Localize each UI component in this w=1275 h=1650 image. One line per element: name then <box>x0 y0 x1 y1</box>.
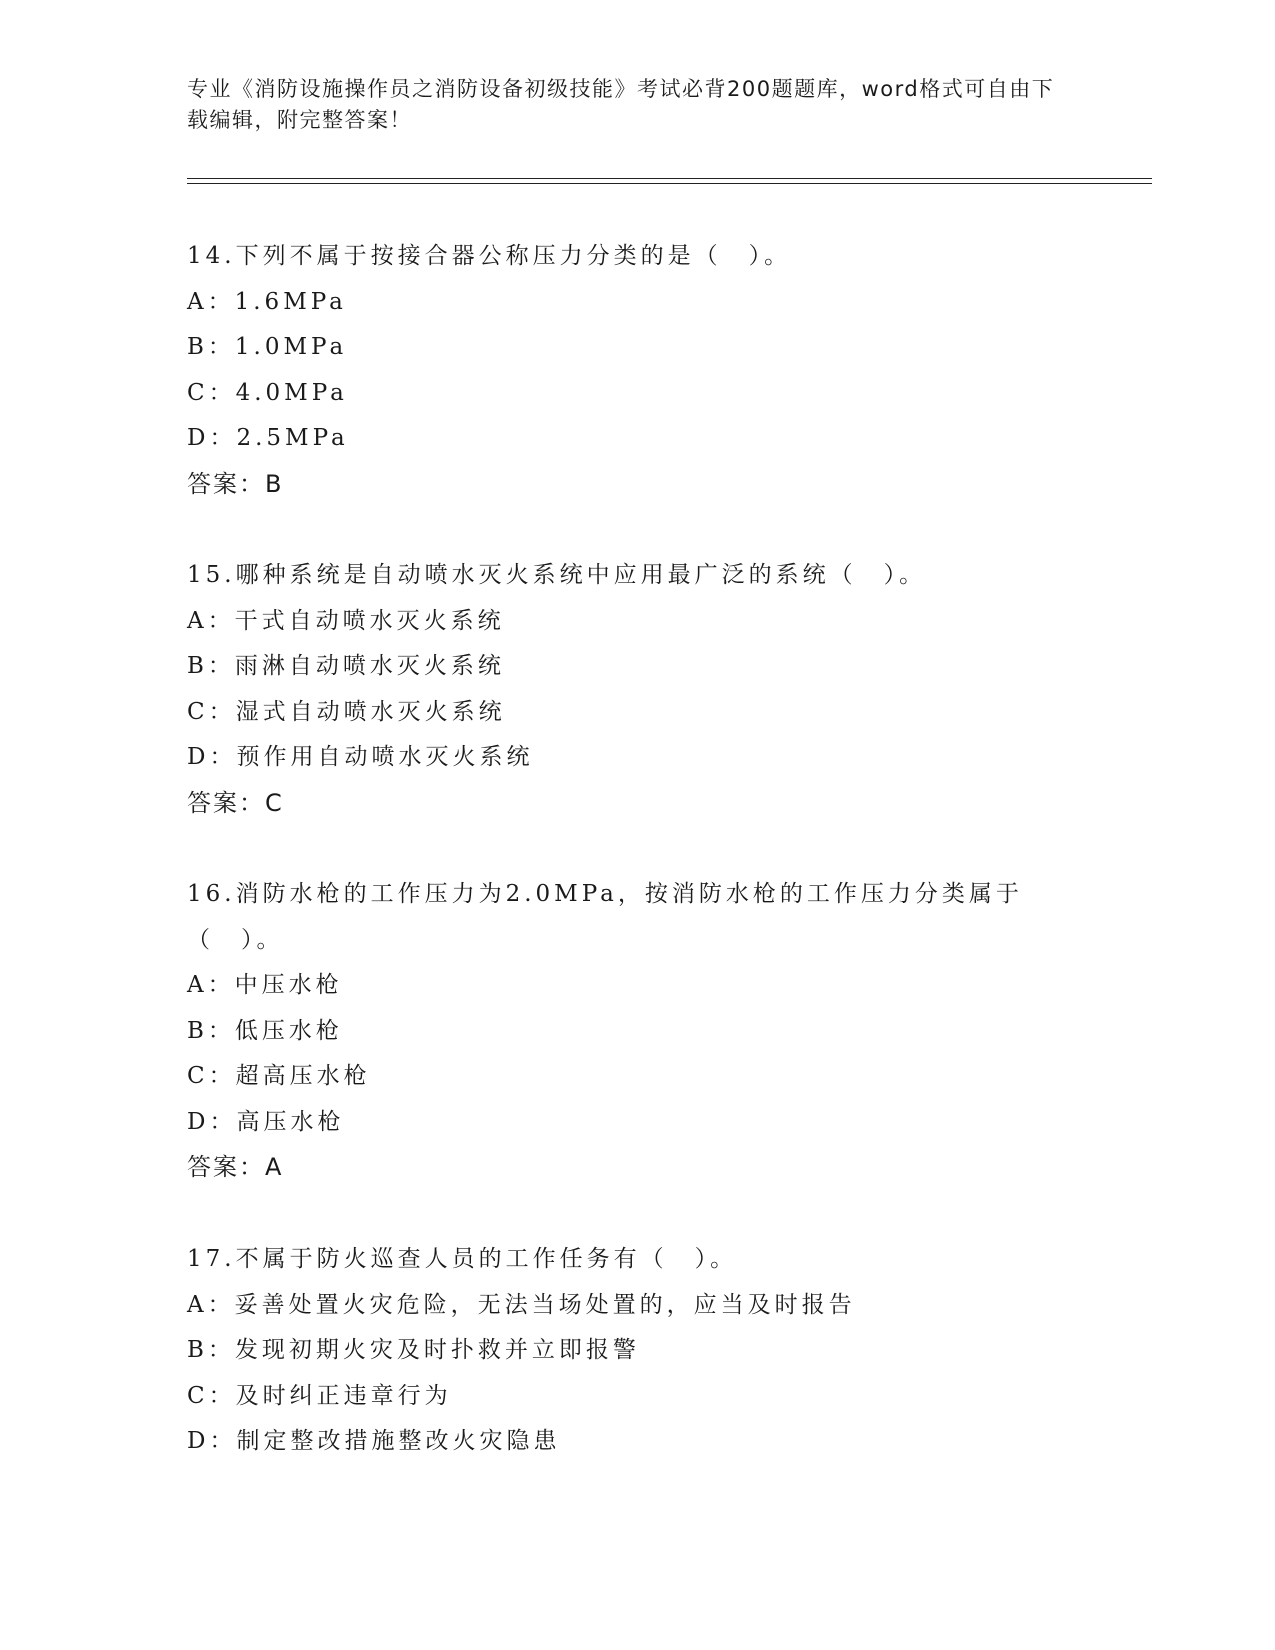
question-stem: 17.不属于防火巡查人员的工作任务有（ ）。 <box>187 1246 738 1272</box>
option-a: A：中压水枪 <box>187 972 343 998</box>
option-a: A：妥善处置火灾危险，无法当场处置的，应当及时报告 <box>187 1291 856 1318</box>
option-c: C：超高压水枪 <box>187 1063 371 1089</box>
question-stem: 16.消防水枪的工作压力为2.0MPa，按消防水枪的工作压力分类属于（ ）。 <box>187 881 1023 953</box>
option-b: B：发现初期火灾及时扑救并立即报警 <box>187 1337 640 1363</box>
answer-line: 答案：A <box>187 1153 284 1181</box>
option-b: B：雨淋自动喷水灭火系统 <box>187 653 505 679</box>
question-16 <box>187 872 1087 1190</box>
option-d: D：制定整改措施整改火灾隐患 <box>187 1428 561 1454</box>
option-c: C：湿式自动喷水灭火系统 <box>187 698 506 725</box>
question-17 <box>187 1237 1087 1465</box>
option-a: A：1.6MPa <box>187 288 347 315</box>
question-stem: 15.哪种系统是自动喷水灭火系统中应用最广泛的系统（ ）。 <box>187 562 927 588</box>
question-14 <box>187 234 1087 507</box>
header-divider-top <box>187 178 1152 179</box>
option-c: C：4.0MPa <box>187 379 348 406</box>
header-divider-bottom <box>187 183 1152 184</box>
option-b: B：低压水枪 <box>187 1017 343 1044</box>
question-15 <box>187 553 1087 826</box>
option-c: C：及时纠正违章行为 <box>187 1382 452 1409</box>
option-d: D：高压水枪 <box>187 1108 345 1135</box>
option-d: D：预作用自动喷水灭火系统 <box>187 744 534 770</box>
document-intro: 专业《消防设施操作员之消防设备初级技能》考试必背200题题库，word格式可自由下载编辑，附完整答案！ <box>187 77 1055 132</box>
answer-line: 答案：B <box>187 469 284 498</box>
answer-line: 答案：C <box>187 788 284 817</box>
option-a: A：干式自动喷水灭火系统 <box>187 607 505 634</box>
option-b: B：1.0MPa <box>187 334 348 360</box>
question-stem: 14.下列不属于按接合器公称压力分类的是（ ）。 <box>187 243 792 269</box>
option-d: D：2.5MPa <box>187 425 349 451</box>
